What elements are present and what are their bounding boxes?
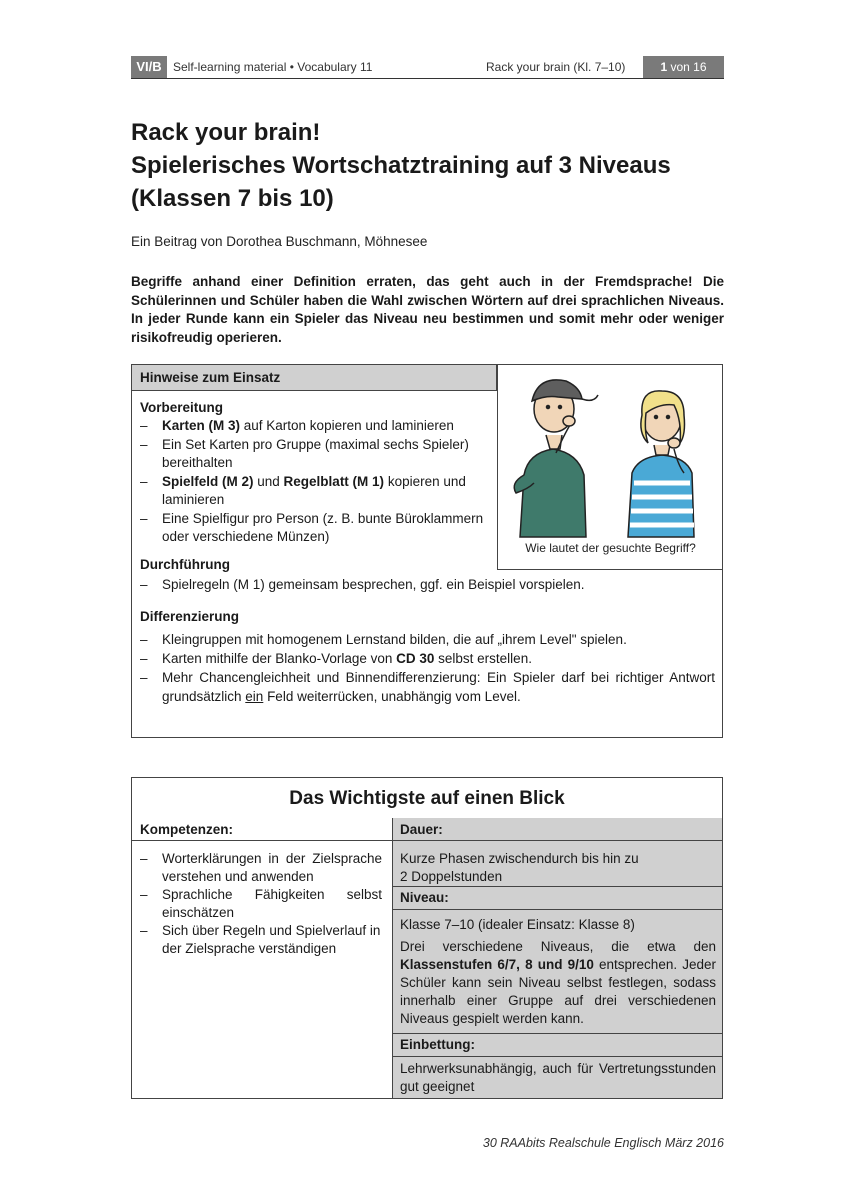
list-item (140, 649, 715, 668)
list-item: – Eine Spielfigur pro Person (z. B. bunte Büroklammern oder verschiedene Münzen) (140, 510, 485, 546)
niveau-label: Niveau: (400, 890, 449, 905)
page-number (643, 56, 724, 78)
page-header (131, 56, 724, 79)
list-item: – Sich über Regeln und Spielverlauf in der Zielsprache verständigen (140, 922, 382, 958)
item-bold: CD 30 (396, 651, 435, 666)
item-text: Karten mithilfe der Blanko-Vorlage von (162, 651, 397, 666)
list-item: – Kleingruppen mit homogenem Lernstand bilden, die auf „ihrem Level" spielen. (140, 630, 715, 649)
page-footer: 30 RAAbits Realschule Englisch März 2016 (482, 1136, 724, 1150)
item-text: Mehr Chancengleichheit und Binnendifferenzierung: Ein Spieler darf bei richtiger Antwort grundsätzlich (162, 670, 715, 704)
dauer-label: Dauer: (400, 822, 443, 837)
hinweise-box (131, 364, 723, 738)
item-underlined: ein (245, 689, 264, 704)
divider (393, 1033, 722, 1034)
title-line-1: Rack your brain! (131, 119, 321, 146)
niveau-description (400, 938, 716, 1028)
item-text: Feld weiterrücken, unabhängig vom Level. (263, 689, 521, 704)
author-line: Ein Beitrag von Dorothea Buschmann, Möhnesee (131, 234, 428, 249)
item-text: selbst erstellen. (434, 651, 532, 666)
kompetenzen-list (140, 850, 382, 958)
item-text: auf Karton kopieren und laminieren (240, 418, 454, 433)
page-number-current: 1 (660, 60, 668, 74)
vorbereitung-heading: Vorbereitung (140, 400, 224, 415)
differenzierung-heading: Differenzierung (140, 609, 240, 624)
divider (393, 886, 722, 887)
differenzierung-list (140, 630, 715, 706)
overview-title: Das Wichtigste auf einen Blick (132, 778, 722, 819)
niveau-line-1: Klasse 7–10 (idealer Einsatz: Klasse 8) (400, 917, 635, 932)
divider (393, 909, 722, 910)
list-item: – Sprachliche Fähigkeiten selbst einschätzen (140, 886, 382, 922)
header-title: Self-learning material • Vocabulary 11 (173, 60, 373, 74)
item-bold: Karten (M 3) (162, 418, 241, 433)
list-item: – Spielregeln (M 1) gemeinsam besprechen, ggf. ein Beispiel vorspielen. (140, 576, 715, 594)
niveau-text: entsprechen. Jeder Schüler kann sein Niveau selbst festlegen, sodass innerhalb einer Gruppe auf drei verschiedenen Niveaus gespielt werden kann. (400, 957, 716, 1026)
list-item (140, 668, 715, 706)
vorbereitung-list (140, 417, 485, 546)
durchfuehrung-list (140, 576, 715, 594)
niveau-bold: Klassenstufen 6/7, 8 und 9/10 (400, 957, 594, 972)
title-line-3: (Klassen 7 bis 10) (131, 185, 334, 212)
hinweise-header (132, 365, 497, 391)
intro-paragraph: Begriffe anhand einer Definition erraten, das geht auch in der Fremdsprache! Die Schülerinnen und Schüler haben die Wahl zwischen Wörtern auf drei sprachlichen Niveaus. In jeder Runde kann ein Spieler das Niveau neu bestimmen und somit mehr oder weniger risikofreudig operieren. (131, 274, 724, 345)
header-unit: Rack your brain (Kl. 7–10) (486, 60, 626, 74)
durchfuehrung-heading: Durchführung (140, 557, 230, 572)
item-text: kopieren und laminieren (162, 474, 466, 507)
einbettung-text: Lehrwerksunabhängig, auch für Vertretungsstunden gut geeignet (400, 1061, 716, 1094)
kompetenzen-label: Kompetenzen: (140, 822, 234, 837)
section-badge: VI/B (131, 56, 167, 78)
niveau-text: Drei verschiedene Niveaus, die etwa den (400, 939, 716, 954)
item-bold: Spielfeld (M 2) (162, 474, 254, 489)
hinweise-heading: Hinweise zum Einsatz (140, 370, 281, 385)
hinweise-content (140, 399, 715, 706)
item-text: und (253, 474, 284, 489)
list-item (140, 473, 485, 509)
item-bold: Regelblatt (M 1) (283, 474, 385, 489)
page-number-total: von 16 (670, 60, 707, 74)
list-item: – Worterklärungen in der Zielsprache verstehen und anwenden (140, 850, 382, 886)
divider (393, 1056, 722, 1057)
illustration-caption: Wie lautet der gesuchte Begriff? (525, 541, 696, 555)
title-line-2: Spielerisches Wortschatztraining auf 3 Niveaus (131, 152, 671, 179)
overview-box (131, 777, 723, 1099)
einbettung-label: Einbettung: (400, 1037, 475, 1052)
dauer-text: Kurze Phasen zwischendurch bis hin zu 2 Doppelstunden (400, 851, 639, 884)
list-item (140, 417, 485, 435)
list-item: – Ein Set Karten pro Gruppe (maximal sechs Spieler) bereithalten (140, 436, 485, 472)
page-title (131, 116, 671, 215)
